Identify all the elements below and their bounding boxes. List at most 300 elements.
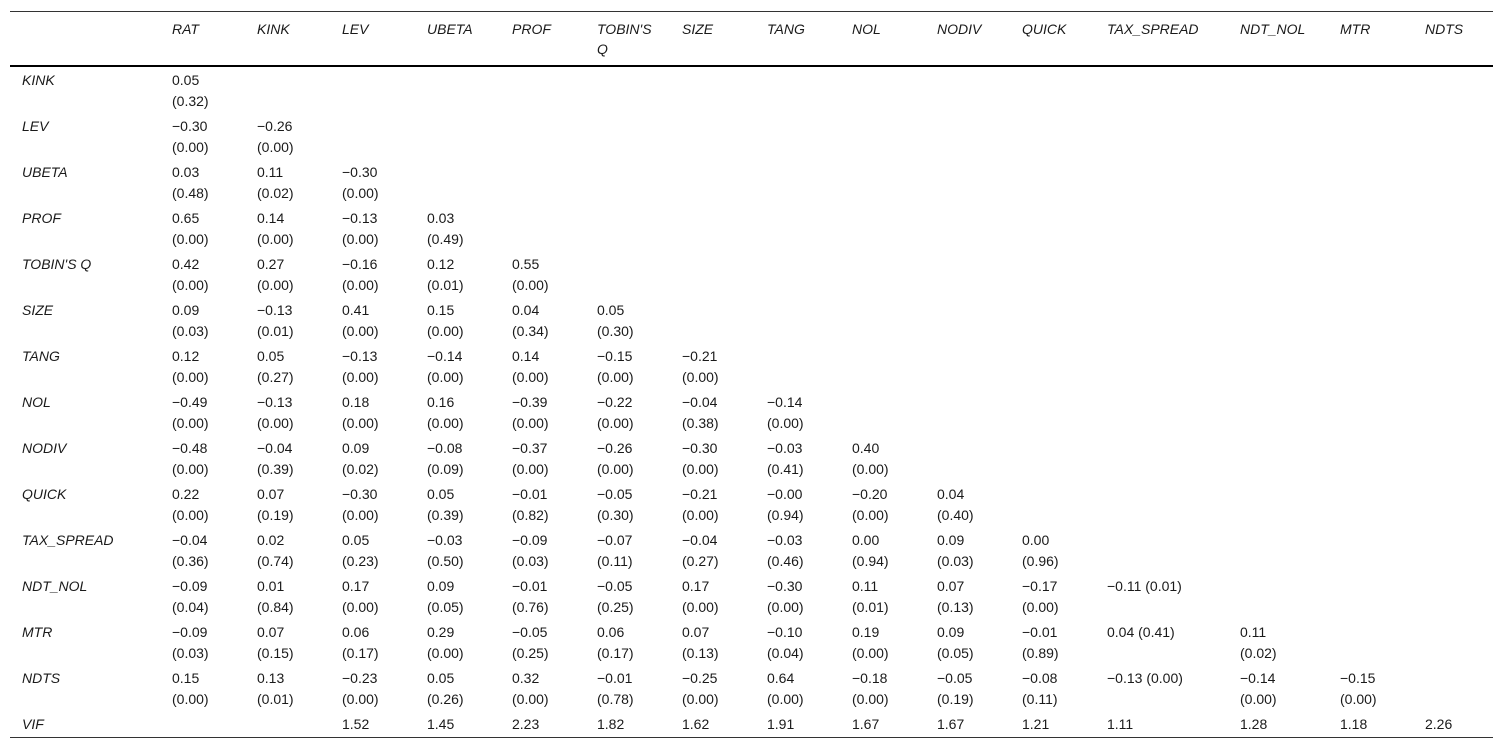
- table-cell: [1010, 435, 1095, 481]
- column-header: NOL: [852, 21, 881, 37]
- p-value: (0.26): [427, 691, 464, 707]
- table-cell: [245, 665, 330, 711]
- coefficient-value: 0.64: [767, 670, 795, 686]
- table-cell: [670, 159, 755, 205]
- table-cell: [1328, 665, 1413, 711]
- p-value: (0.00): [342, 277, 379, 293]
- coefficient-value: −0.04: [682, 532, 718, 548]
- table-cell: [1413, 343, 1493, 389]
- coefficient-value: 0.16: [427, 394, 455, 410]
- column-header: TAX_SPREAD: [1107, 21, 1199, 37]
- table-cell: [415, 297, 500, 343]
- table-cell: [755, 711, 840, 737]
- coefficient-value: 0.27: [257, 256, 285, 272]
- p-value: (0.00): [852, 461, 889, 477]
- coefficient-value: 0.04: [937, 486, 965, 502]
- table-row: [10, 435, 1493, 481]
- coefficient-value: 0.05: [342, 532, 370, 548]
- row-label: NDTS: [22, 670, 61, 686]
- table-cell: [1095, 343, 1228, 389]
- coefficient-value: 0.65: [172, 210, 200, 226]
- p-value: (0.00): [597, 369, 634, 385]
- table-row: [10, 343, 1493, 389]
- table-cell: [245, 435, 330, 481]
- table-cell: [1228, 527, 1328, 573]
- coefficient-value: 0.05: [172, 72, 200, 88]
- p-value: (0.48): [172, 185, 209, 201]
- p-value: (0.00): [427, 369, 464, 385]
- table-cell: [1095, 297, 1228, 343]
- table-cell: [245, 343, 330, 389]
- table-cell: [670, 113, 755, 159]
- table-cell: [1095, 481, 1228, 527]
- table-cell: [840, 343, 925, 389]
- coefficient-value: −0.13: [257, 302, 293, 318]
- coefficient-value: 0.17: [342, 578, 370, 594]
- table-cell: [670, 66, 755, 113]
- table-cell: [160, 113, 245, 159]
- coefficient-value: −0.04: [172, 532, 208, 548]
- coefficient-value: −0.30: [767, 578, 803, 594]
- p-value: (0.40): [937, 507, 974, 523]
- column-header: NODIV: [937, 21, 982, 37]
- table-cell: [585, 297, 670, 343]
- table-cell: [585, 619, 670, 665]
- table-cell: [925, 297, 1010, 343]
- table-cell: [670, 711, 755, 737]
- table-cell: [925, 113, 1010, 159]
- coefficient-value: 1.11: [1107, 716, 1134, 732]
- p-value: (0.00): [342, 691, 379, 707]
- coefficient-value: 0.07: [257, 624, 285, 640]
- coefficient-value: −0.03: [767, 532, 803, 548]
- header-corner: [10, 12, 160, 67]
- p-value: (0.03): [512, 553, 549, 569]
- p-value: (0.00): [257, 139, 294, 155]
- coefficient-value: 0.06: [597, 624, 625, 640]
- table-cell: [755, 665, 840, 711]
- p-value: (0.11): [597, 553, 633, 569]
- table-cell: [840, 251, 925, 297]
- coefficient-value: 0.04 (0.41): [1107, 624, 1175, 640]
- coefficient-value: 0.06: [342, 624, 370, 640]
- table-cell: [245, 481, 330, 527]
- table-cell: [245, 297, 330, 343]
- coefficient-value: −0.07: [597, 532, 633, 548]
- table-cell: [925, 711, 1010, 737]
- coefficient-value: 0.07: [937, 578, 965, 594]
- table-cell: [1413, 619, 1493, 665]
- table-cell: [160, 389, 245, 435]
- column-header: NDTS: [1425, 21, 1464, 37]
- table-cell: [1228, 573, 1328, 619]
- p-value: (0.01): [257, 323, 294, 339]
- coefficient-value: 0.09: [937, 624, 965, 640]
- p-value: (0.00): [172, 139, 209, 155]
- table-cell: [1095, 66, 1228, 113]
- table-cell: [500, 113, 585, 159]
- column-header: TOBIN'S Q: [597, 21, 652, 57]
- p-value: (0.00): [512, 369, 549, 385]
- table-cell: [415, 159, 500, 205]
- coefficient-value: 1.45: [427, 716, 455, 732]
- p-value: (0.00): [172, 277, 209, 293]
- table-cell: [925, 527, 1010, 573]
- table-row: [10, 665, 1493, 711]
- table-cell: [840, 481, 925, 527]
- coefficient-value: 1.67: [937, 716, 965, 732]
- table-cell: [1228, 435, 1328, 481]
- coefficient-value: −0.30: [682, 440, 718, 456]
- coefficient-value: 0.40: [852, 440, 880, 456]
- coefficient-value: 0.03: [427, 210, 455, 226]
- table-cell: [1095, 619, 1228, 665]
- table-cell: [500, 527, 585, 573]
- coefficient-value: 0.05: [597, 302, 625, 318]
- table-header-row: [10, 12, 1493, 67]
- p-value: (0.00): [512, 691, 549, 707]
- table-cell: [1095, 159, 1228, 205]
- p-value: (0.00): [1022, 599, 1059, 615]
- table-cell: [755, 619, 840, 665]
- coefficient-value: −0.03: [427, 532, 463, 548]
- table-cell: [1328, 711, 1413, 737]
- row-label: MTR: [22, 624, 53, 640]
- coefficient-value: −0.01: [512, 578, 548, 594]
- table-cell: [1328, 389, 1413, 435]
- table-cell: [415, 113, 500, 159]
- column-header: NDT_NOL: [1240, 21, 1306, 37]
- p-value: (0.50): [427, 553, 464, 569]
- coefficient-value: 0.19: [852, 624, 880, 640]
- coefficient-value: 0.09: [427, 578, 455, 594]
- p-value: (0.00): [172, 507, 209, 523]
- coefficient-value: 0.00: [1022, 532, 1050, 548]
- coefficient-value: 0.55: [512, 256, 540, 272]
- coefficient-value: −0.18: [852, 670, 888, 686]
- coefficient-value: −0.05: [597, 578, 633, 594]
- coefficient-value: −0.15: [597, 348, 633, 364]
- table-cell: [1010, 343, 1095, 389]
- p-value: (0.00): [427, 323, 464, 339]
- coefficient-value: 0.29: [427, 624, 455, 640]
- coefficient-value: −0.16: [342, 256, 378, 272]
- p-value: (0.00): [172, 691, 209, 707]
- p-value: (0.13): [937, 599, 974, 615]
- coefficient-value: −0.09: [512, 532, 548, 548]
- table-cell: [1328, 297, 1413, 343]
- table-cell: [840, 297, 925, 343]
- p-value: (0.00): [427, 645, 464, 661]
- table-cell: [1228, 481, 1328, 527]
- table-cell: [585, 66, 670, 113]
- table-cell: [840, 66, 925, 113]
- table-cell: [500, 665, 585, 711]
- table-cell: [1328, 619, 1413, 665]
- coefficient-value: 0.13: [257, 670, 285, 686]
- table-cell: [160, 435, 245, 481]
- table-cell: [330, 711, 415, 737]
- coefficient-value: 0.12: [172, 348, 200, 364]
- table-cell: [330, 66, 415, 113]
- table-cell: [1228, 619, 1328, 665]
- table-cell: [1228, 297, 1328, 343]
- coefficient-value: 0.09: [172, 302, 200, 318]
- coefficient-value: −0.10: [767, 624, 803, 640]
- table-cell: [160, 665, 245, 711]
- table-row: [10, 159, 1493, 205]
- column-header: KINK: [257, 21, 290, 37]
- table-cell: [1413, 435, 1493, 481]
- p-value: (0.02): [257, 185, 294, 201]
- coefficient-value: −0.03: [767, 440, 803, 456]
- p-value: (0.00): [682, 369, 719, 385]
- table-cell: [585, 711, 670, 737]
- coefficient-value: 1.67: [852, 716, 880, 732]
- coefficient-value: −0.13 (0.00): [1107, 670, 1183, 686]
- table-cell: [1228, 251, 1328, 297]
- p-value: (0.00): [172, 369, 209, 385]
- table-cell: [1010, 297, 1095, 343]
- table-cell: [1010, 711, 1095, 737]
- table-cell: [840, 205, 925, 251]
- table-cell: [585, 343, 670, 389]
- table-cell: [415, 619, 500, 665]
- coefficient-value: 0.07: [257, 486, 285, 502]
- p-value: (0.00): [1240, 691, 1277, 707]
- table-cell: [925, 159, 1010, 205]
- table-cell: [245, 159, 330, 205]
- coefficient-value: 0.14: [512, 348, 540, 364]
- p-value: (0.09): [427, 461, 464, 477]
- p-value: (0.34): [512, 323, 549, 339]
- coefficient-value: 0.42: [172, 256, 200, 272]
- table-cell: [1228, 113, 1328, 159]
- p-value: (0.02): [1240, 645, 1277, 661]
- p-value: (0.05): [427, 599, 464, 615]
- p-value: (0.00): [342, 369, 379, 385]
- row-label: LEV: [22, 118, 49, 134]
- table-cell: [755, 389, 840, 435]
- table-cell: [1095, 435, 1228, 481]
- table-cell: [500, 297, 585, 343]
- table-cell: [160, 66, 245, 113]
- table-row: [10, 113, 1493, 159]
- table-cell: [585, 435, 670, 481]
- p-value: (0.00): [342, 323, 379, 339]
- table-cell: [330, 205, 415, 251]
- p-value: (0.02): [342, 461, 379, 477]
- coefficient-value: −0.48: [172, 440, 208, 456]
- table-cell: [1228, 159, 1328, 205]
- table-cell: [245, 573, 330, 619]
- table-cell: [330, 251, 415, 297]
- table-cell: [755, 251, 840, 297]
- table-cell: [500, 251, 585, 297]
- p-value: (0.00): [512, 277, 549, 293]
- coefficient-value: −0.30: [342, 486, 378, 502]
- p-value: (0.25): [512, 645, 549, 661]
- coefficient-value: −0.05: [597, 486, 633, 502]
- table-cell: [1413, 481, 1493, 527]
- table-cell: [500, 389, 585, 435]
- p-value: (0.00): [342, 185, 379, 201]
- table-cell: [330, 343, 415, 389]
- table-row: [10, 573, 1493, 619]
- p-value: (0.00): [172, 231, 209, 247]
- p-value: (0.00): [852, 507, 889, 523]
- p-value: (0.94): [767, 507, 804, 523]
- table-cell: [415, 573, 500, 619]
- coefficient-value: −0.14: [1240, 670, 1276, 686]
- p-value: (0.05): [937, 645, 974, 661]
- table-cell: [1228, 711, 1328, 737]
- table-row: [10, 389, 1493, 435]
- table-cell: [330, 297, 415, 343]
- coefficient-value: 1.18: [1340, 716, 1368, 732]
- table-cell: [1328, 527, 1413, 573]
- table-cell: [840, 435, 925, 481]
- table-cell: [415, 435, 500, 481]
- table-cell: [160, 205, 245, 251]
- p-value: (0.00): [597, 461, 634, 477]
- p-value: (0.00): [767, 415, 804, 431]
- table-cell: [925, 389, 1010, 435]
- table-cell: [500, 66, 585, 113]
- coefficient-value: 0.18: [342, 394, 370, 410]
- table-cell: [925, 573, 1010, 619]
- coefficient-value: 0.02: [257, 532, 285, 548]
- p-value: (0.39): [257, 461, 294, 477]
- p-value: (0.00): [852, 691, 889, 707]
- p-value: (0.00): [767, 599, 804, 615]
- table-cell: [1010, 251, 1095, 297]
- table-cell: [925, 665, 1010, 711]
- table-cell: [585, 665, 670, 711]
- table-cell: [160, 297, 245, 343]
- table-cell: [1010, 389, 1095, 435]
- coefficient-value: −0.08: [1022, 670, 1058, 686]
- table-row: [10, 251, 1493, 297]
- coefficient-value: −0.30: [342, 164, 378, 180]
- table-cell: [245, 527, 330, 573]
- table-cell: [1228, 66, 1328, 113]
- p-value: (0.94): [852, 553, 889, 569]
- table-cell: [925, 435, 1010, 481]
- p-value: (0.00): [682, 691, 719, 707]
- coefficient-value: −0.04: [257, 440, 293, 456]
- table-cell: [330, 389, 415, 435]
- table-cell: [500, 159, 585, 205]
- table-cell: [160, 251, 245, 297]
- coefficient-value: 1.21: [1022, 716, 1050, 732]
- row-label: NODIV: [22, 440, 67, 456]
- coefficient-value: 0.15: [427, 302, 455, 318]
- table-cell: [925, 205, 1010, 251]
- coefficient-value: −0.17: [1022, 578, 1058, 594]
- table-cell: [500, 481, 585, 527]
- table-cell: [1328, 435, 1413, 481]
- table-cell: [585, 113, 670, 159]
- coefficient-value: 0.00: [852, 532, 880, 548]
- table-cell: [415, 711, 500, 737]
- table-cell: [1413, 527, 1493, 573]
- coefficient-value: −0.14: [767, 394, 803, 410]
- table-row: [10, 66, 1493, 113]
- table-cell: [1095, 113, 1228, 159]
- table-cell: [585, 389, 670, 435]
- table-cell: [500, 573, 585, 619]
- table-cell: [330, 435, 415, 481]
- column-header: QUICK: [1022, 21, 1067, 37]
- row-label: NDT_NOL: [22, 578, 88, 594]
- row-label: TANG: [22, 348, 60, 364]
- table-cell: [670, 343, 755, 389]
- row-label: VIF: [22, 716, 44, 732]
- p-value: (0.00): [342, 415, 379, 431]
- table-cell: [1010, 113, 1095, 159]
- vif-row: [10, 711, 1493, 737]
- p-value: (0.74): [257, 553, 294, 569]
- coefficient-value: −0.04: [682, 394, 718, 410]
- coefficient-value: −0.09: [172, 578, 208, 594]
- coefficient-value: 1.28: [1240, 716, 1268, 732]
- table-cell: [670, 251, 755, 297]
- coefficient-value: −0.13: [257, 394, 293, 410]
- coefficient-value: 0.03: [172, 164, 200, 180]
- coefficient-value: −0.26: [257, 118, 293, 134]
- table-cell: [330, 573, 415, 619]
- coefficient-value: 0.04: [512, 302, 540, 318]
- coefficient-value: 0.09: [342, 440, 370, 456]
- table-cell: [160, 711, 245, 737]
- coefficient-value: −0.00: [767, 486, 803, 502]
- p-value: (0.17): [342, 645, 379, 661]
- row-label: UBETA: [22, 164, 68, 180]
- table-cell: [755, 66, 840, 113]
- table-cell: [670, 619, 755, 665]
- table-cell: [245, 619, 330, 665]
- table-cell: [670, 435, 755, 481]
- table-row: [10, 297, 1493, 343]
- table-cell: [1095, 389, 1228, 435]
- table-cell: [670, 205, 755, 251]
- coefficient-value: −0.25: [682, 670, 718, 686]
- coefficient-value: −0.01: [1022, 624, 1058, 640]
- table-cell: [330, 159, 415, 205]
- coefficient-value: −0.13: [342, 348, 378, 364]
- table-cell: [1413, 573, 1493, 619]
- table-cell: [755, 297, 840, 343]
- table-cell: [1095, 251, 1228, 297]
- table-cell: [330, 665, 415, 711]
- row-label: KINK: [22, 72, 55, 88]
- column-header: SIZE: [682, 21, 714, 37]
- table-cell: [1413, 66, 1493, 113]
- coefficient-value: −0.11 (0.01): [1107, 578, 1182, 594]
- table-cell: [925, 619, 1010, 665]
- row-label: SIZE: [22, 302, 54, 318]
- p-value: (0.96): [1022, 553, 1059, 569]
- coefficient-value: 0.07: [682, 624, 710, 640]
- p-value: (0.27): [682, 553, 719, 569]
- p-value: (0.00): [767, 691, 804, 707]
- p-value: (0.00): [597, 415, 634, 431]
- coefficient-value: 1.62: [682, 716, 710, 732]
- coefficient-value: 0.41: [342, 302, 370, 318]
- table-cell: [925, 66, 1010, 113]
- coefficient-value: −0.01: [597, 670, 633, 686]
